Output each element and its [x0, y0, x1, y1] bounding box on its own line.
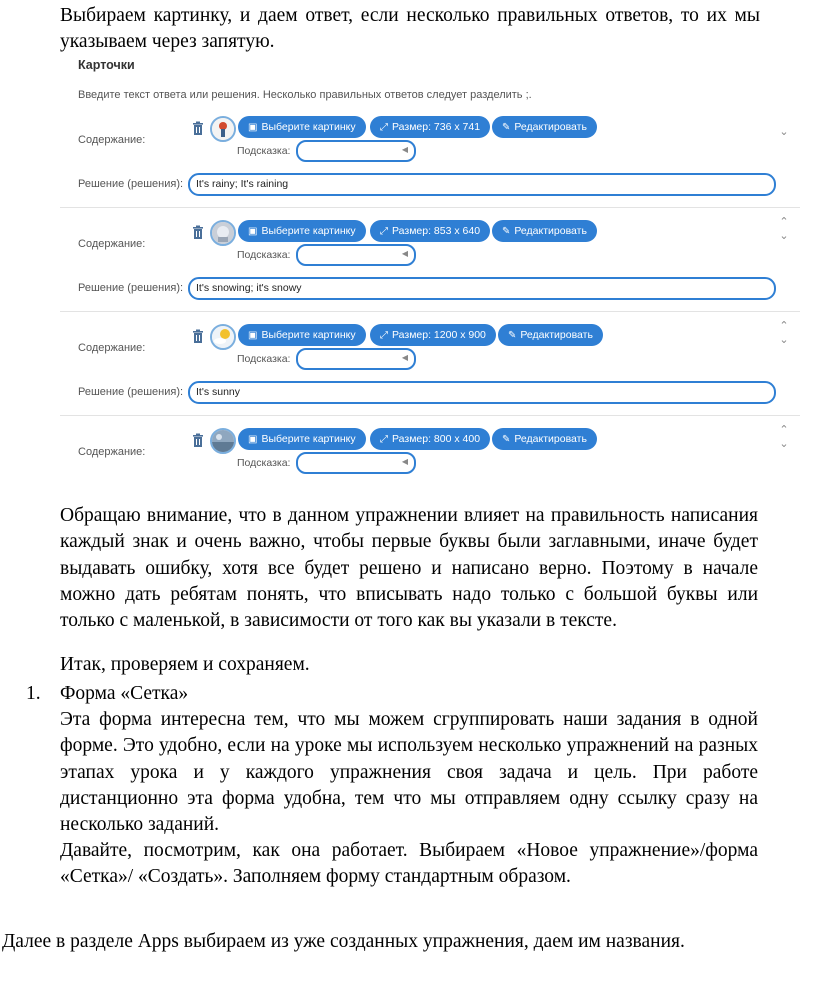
hint-label: Подсказка:: [237, 353, 291, 365]
list-number: 1.: [26, 683, 41, 704]
trash-icon[interactable]: [192, 225, 204, 239]
chevron-up-icon[interactable]: ⌃: [779, 216, 789, 228]
hint-input[interactable]: [296, 348, 416, 370]
edit-button[interactable]: ✎ Редактировать: [492, 116, 597, 138]
choose-image-button[interactable]: ▣ Выберите картинку: [238, 324, 366, 346]
cards-title: Карточки: [78, 58, 135, 72]
trash-icon[interactable]: [192, 121, 204, 135]
resize-icon: ⤢: [380, 434, 388, 445]
edit-button[interactable]: ✎ Редактировать: [492, 220, 597, 242]
chevron-down-icon[interactable]: ⌄: [779, 126, 789, 138]
size-button[interactable]: ⤢ Размер: 1200 x 900: [370, 324, 496, 346]
hint-input[interactable]: [296, 452, 416, 474]
chevron-up-icon[interactable]: ⌃: [779, 320, 789, 332]
content-label: Содержание:: [78, 134, 146, 146]
paragraph-check-save: Итак, проверяем и сохраняем.: [60, 654, 310, 675]
paragraph-attention: Обращаю внимание, что в данном упражнении влияет на правильность написания каждый знак и очень важно, чтобы первые буквы были заглавными, иначе будет выдавать ошибку, хотя все будет решено и написано верно. Поэтому в начале можно дать ребятам понять, что вписывать надо только с большой буквы или только с маленькой, в зависимости от того как вы указали в тексте.: [60, 505, 758, 632]
speaker-icon[interactable]: ◀: [401, 353, 408, 362]
edit-button[interactable]: ✎ Редактировать: [492, 428, 597, 450]
solution-label: Решение (решения):: [78, 386, 184, 398]
card-thumbnail[interactable]: [210, 116, 236, 142]
cards-hint: Введите текст ответа или решения. Несколько правильных ответов следует разделить ;.: [78, 89, 532, 101]
paragraph-apps: Далее в разделе Apps выбираем из уже созданных упражнения, даем им названия.: [2, 931, 685, 952]
card-thumbnail[interactable]: [210, 428, 236, 454]
hint-label: Подсказка:: [237, 457, 291, 469]
resize-icon: ⤢: [380, 122, 388, 133]
content-label: Содержание:: [78, 446, 146, 458]
hint-input[interactable]: [296, 140, 416, 162]
intro-paragraph: Выбираем картинку, и даем ответ, если несколько правильных ответов, то их мы указываем через запятую.: [60, 5, 760, 53]
card-separator: [60, 207, 800, 208]
hint-label: Подсказка:: [237, 145, 291, 157]
embedded-screenshot: [60, 52, 800, 480]
size-button[interactable]: ⤢ Размер: 853 x 640: [370, 220, 490, 242]
trash-icon[interactable]: [192, 433, 204, 447]
speaker-icon[interactable]: ◀: [401, 457, 408, 466]
chevron-down-icon[interactable]: ⌄: [779, 230, 789, 242]
paragraph-how-it-works: Давайте, посмотрим, как она работает. Выбираем «Новое упражнение»/форма «Сетка»/ «Создать». Заполняем форму стандартным образом.: [60, 840, 758, 888]
image-icon: ▣: [248, 434, 258, 445]
size-button[interactable]: ⤢ Размер: 800 x 400: [370, 428, 490, 450]
chevron-down-icon[interactable]: ⌄: [779, 334, 789, 346]
trash-icon[interactable]: [192, 329, 204, 343]
solution-label: Решение (решения):: [78, 282, 184, 294]
resize-icon: ⤢: [380, 226, 388, 237]
card-separator: [60, 415, 800, 416]
image-icon: ▣: [248, 226, 258, 237]
choose-image-button[interactable]: ▣ Выберите картинку: [238, 116, 366, 138]
solution-input[interactable]: It's snowing; it's snowy: [188, 277, 776, 300]
solution-input[interactable]: It's rainy; It's raining: [188, 173, 776, 196]
list-item-text: Форма «Сетка»: [60, 683, 189, 704]
choose-image-button[interactable]: ▣ Выберите картинку: [238, 428, 366, 450]
card-thumbnail[interactable]: [210, 220, 236, 246]
choose-image-button[interactable]: ▣ Выберите картинку: [238, 220, 366, 242]
solution-label: Решение (решения):: [78, 178, 184, 190]
content-label: Содержание:: [78, 342, 146, 354]
card-separator: [60, 311, 800, 312]
edit-icon: ✎: [502, 122, 511, 133]
chevron-down-icon[interactable]: ⌄: [779, 438, 789, 450]
edit-button[interactable]: ✎ Редактировать: [498, 324, 603, 346]
card-thumbnail[interactable]: [210, 324, 236, 350]
paragraph-grid-description: Эта форма интересна тем, что мы можем сгруппировать наши задания в одной форме. Это удобно, если на уроке мы используем несколько упражнений на разных этапах урока и у каждого упражнения своя задача и цель. При работе дистанционно эта форма удобна, тем что мы отправляем одну ссылку сразу на несколько заданий.: [60, 709, 758, 836]
chevron-up-icon[interactable]: ⌃: [779, 424, 789, 436]
image-icon: ▣: [248, 330, 258, 341]
edit-icon: ✎: [502, 226, 511, 237]
resize-icon: ⤢: [380, 330, 388, 341]
hint-label: Подсказка:: [237, 249, 291, 261]
edit-icon: ✎: [502, 434, 511, 445]
content-label: Содержание:: [78, 238, 146, 250]
list-item-grid-form: [26, 681, 758, 707]
size-button[interactable]: ⤢ Размер: 736 x 741: [370, 116, 490, 138]
speaker-icon[interactable]: ◀: [401, 145, 408, 154]
hint-input[interactable]: [296, 244, 416, 266]
edit-icon: ✎: [508, 330, 517, 341]
speaker-icon[interactable]: ◀: [401, 249, 408, 258]
image-icon: ▣: [248, 122, 258, 133]
solution-input[interactable]: It's sunny: [188, 381, 776, 404]
